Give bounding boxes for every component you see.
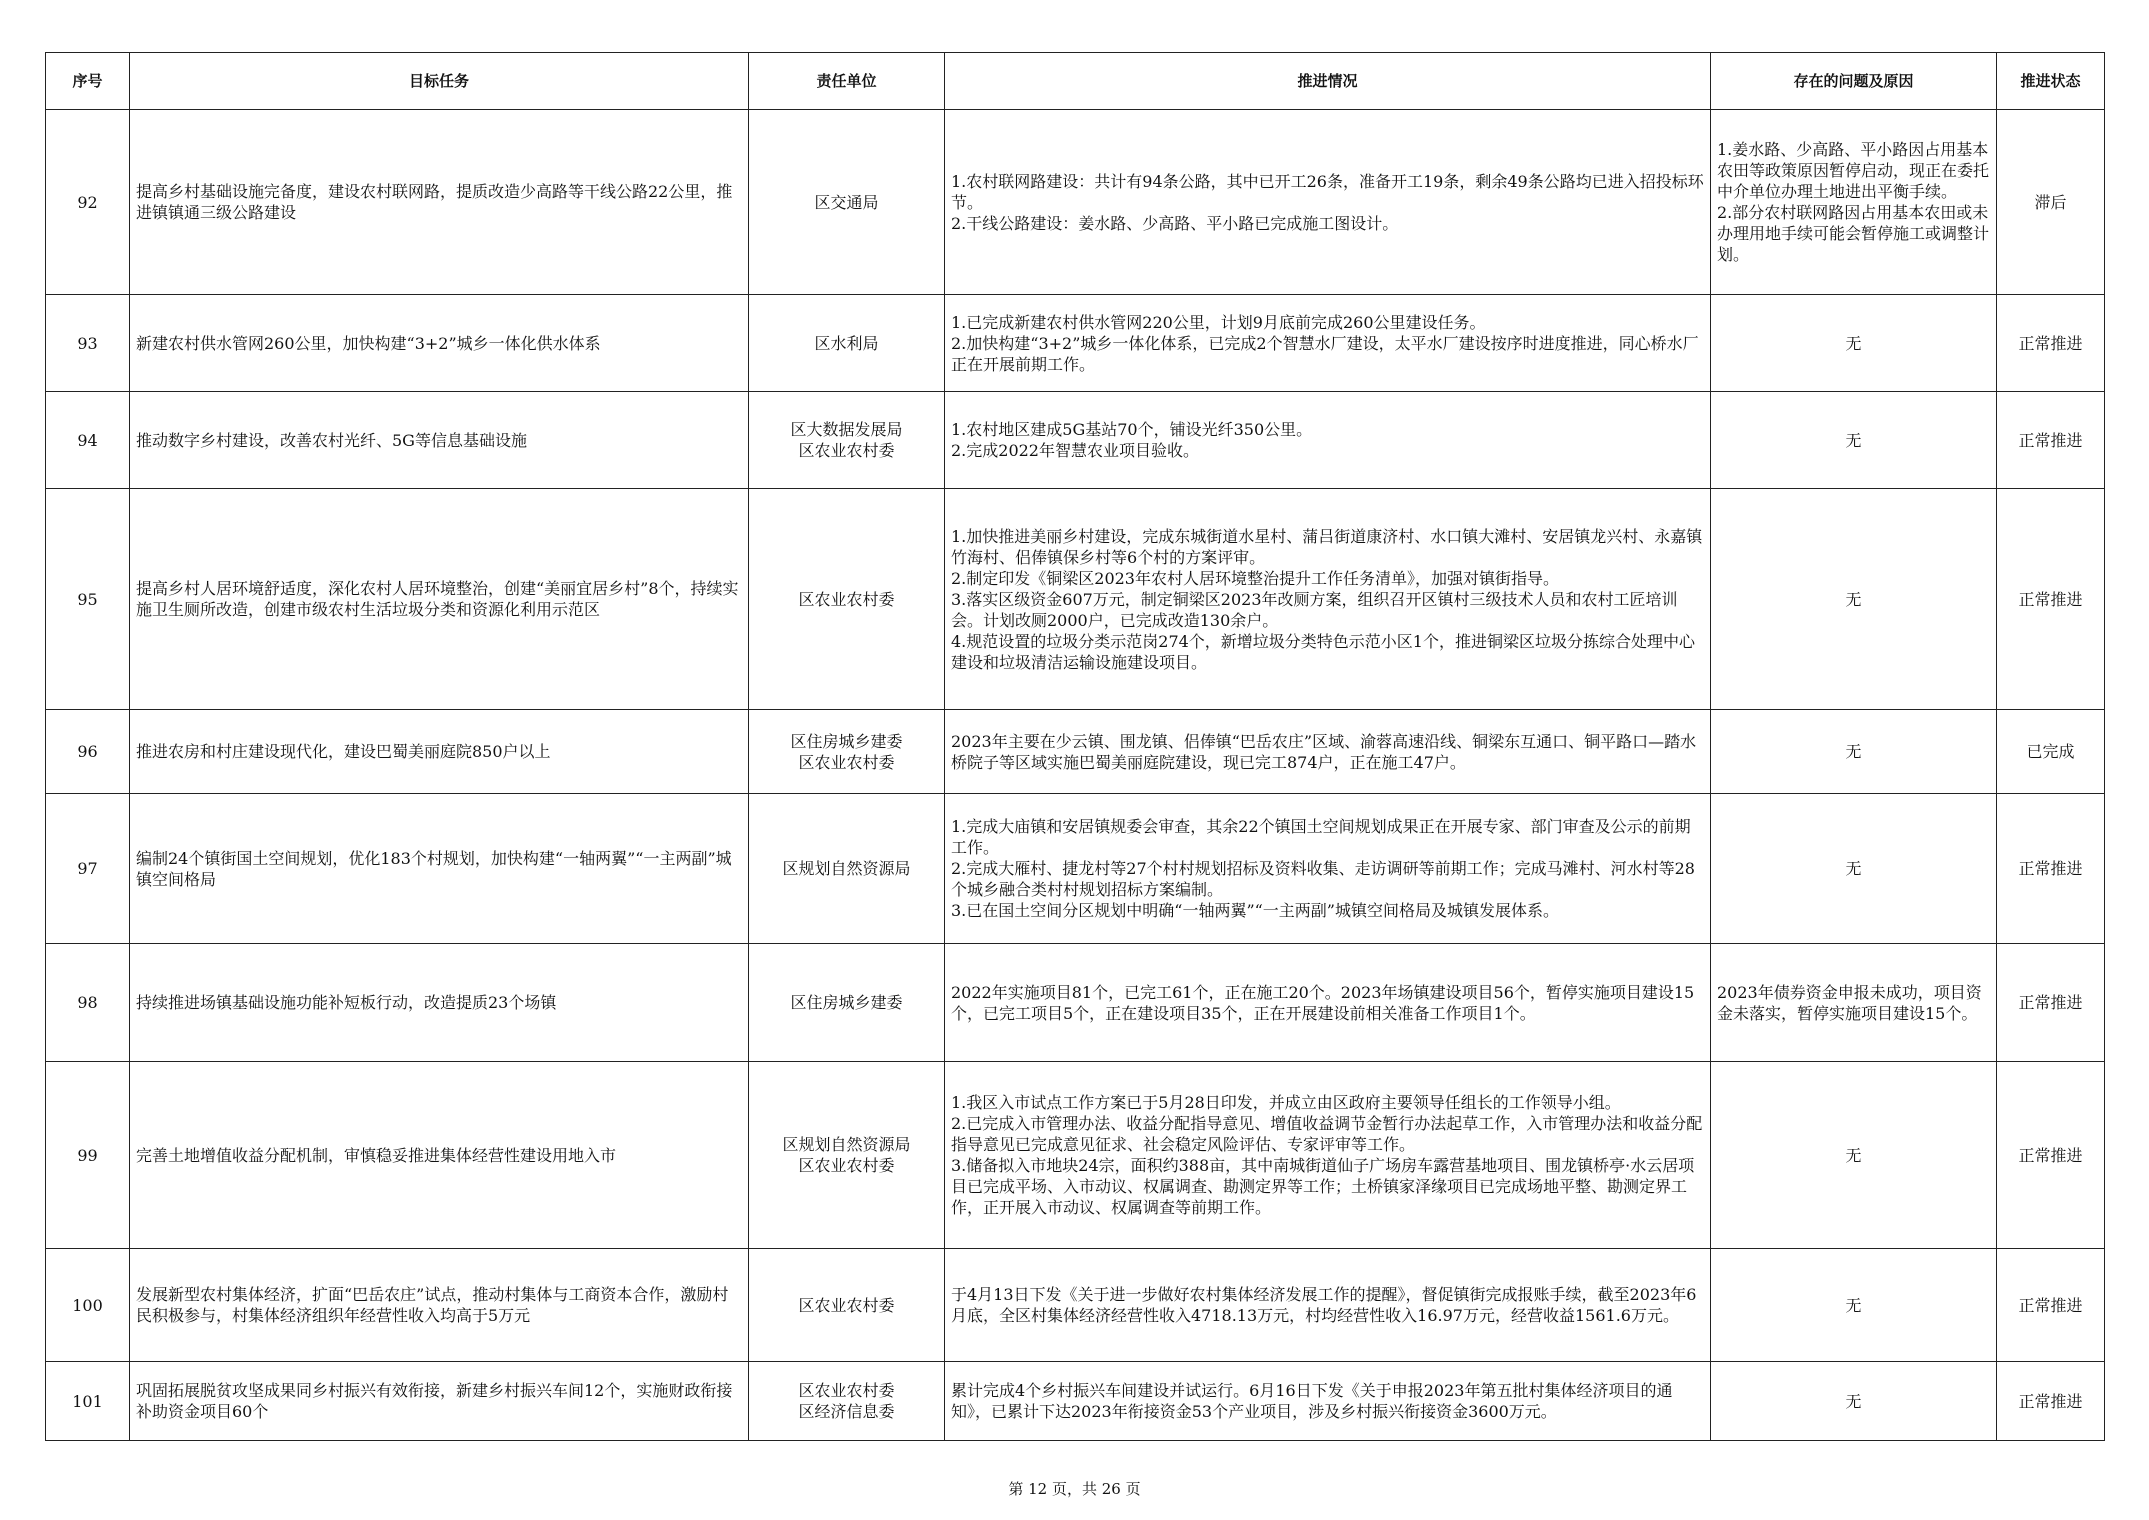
row-unit: 区农业农村委 — [749, 1249, 945, 1362]
row-unit: 区农业农村委 区经济信息委 — [749, 1362, 945, 1441]
table-row — [46, 1249, 2105, 1362]
row-unit: 区住房城乡建委 区农业农村委 — [749, 710, 945, 794]
row-issues: 无 — [1711, 392, 1997, 489]
row-status: 正常推进 — [1997, 944, 2105, 1062]
row-status: 正常推进 — [1997, 489, 2105, 710]
row-seq: 95 — [46, 489, 130, 710]
row-task: 巩固拓展脱贫攻坚成果同乡村振兴有效衔接，新建乡村振兴车间12个，实施财政衔接补助资金项目60个 — [130, 1362, 749, 1441]
row-task: 推进农房和村庄建设现代化，建设巴蜀美丽庭院850户以上 — [130, 710, 749, 794]
row-status: 正常推进 — [1997, 1362, 2105, 1441]
row-progress: 2023年主要在少云镇、围龙镇、侣俸镇“巴岳农庄”区域、渝蓉高速沿线、铜梁东互通口、铜平路口—踏水桥院子等区域实施巴蜀美丽庭院建设，现已完工874户，正在施工47户。 — [945, 710, 1711, 794]
row-seq: 93 — [46, 295, 130, 392]
row-seq: 94 — [46, 392, 130, 489]
row-progress: 1.农村联网路建设：共计有94条公路，其中已开工26条，准备开工19条，剩余49条公路均已进入招投标环节。 2.干线公路建设：姜水路、少高路、平小路已完成施工图设计。 — [945, 110, 1711, 295]
row-issues: 1.姜水路、少高路、平小路因占用基本农田等政策原因暂停启动，现正在委托中介单位办理土地进出平衡手续。 2.部分农村联网路因占用基本农田或未办理用地手续可能会暂停施工或调整计划。 — [1711, 110, 1997, 295]
row-unit: 区规划自然资源局 — [749, 794, 945, 944]
row-status: 正常推进 — [1997, 794, 2105, 944]
row-seq: 92 — [46, 110, 130, 295]
row-task: 编制24个镇街国土空间规划，优化183个村规划，加快构建“一轴两翼”“一主两副”城镇空间格局 — [130, 794, 749, 944]
row-seq: 96 — [46, 710, 130, 794]
row-progress: 累计完成4个乡村振兴车间建设并试运行。6月16日下发《关于申报2023年第五批村集体经济项目的通知》，已累计下达2023年衔接资金53个产业项目，涉及乡村振兴衔接资金3600万元。 — [945, 1362, 1711, 1441]
row-progress: 1.我区入市试点工作方案已于5月28日印发，并成立由区政府主要领导任组长的工作领导小组。 2.已完成入市管理办法、收益分配指导意见、增值收益调节金暂行办法起草工作，入市管理办法和收益分配指导意见已完成意见征求、社会稳定风险评估、专家评审等工作。 3.储备拟入市地块24宗，面积约388亩，其中南城街道仙子广场房车露营基地项目、围龙镇桥亭·水云居项目已完成平场、入市动议、权属调查、勘测定界等工作；土桥镇家泽缘项目已完成场地平整、勘测定界工作，正开展入市动议、权属调查等前期工作。 — [945, 1062, 1711, 1249]
row-task: 持续推进场镇基础设施功能补短板行动，改造提质23个场镇 — [130, 944, 749, 1062]
table-row — [46, 295, 2105, 392]
header-task: 目标任务 — [130, 53, 749, 110]
row-task: 推动数字乡村建设，改善农村光纤、5G等信息基础设施 — [130, 392, 749, 489]
row-issues: 无 — [1711, 295, 1997, 392]
row-task: 提高乡村基础设施完备度，建设农村联网路，提质改造少高路等干线公路22公里，推进镇镇通三级公路建设 — [130, 110, 749, 295]
row-issues: 无 — [1711, 710, 1997, 794]
row-status: 正常推进 — [1997, 392, 2105, 489]
row-unit: 区规划自然资源局 区农业农村委 — [749, 1062, 945, 1249]
row-seq: 98 — [46, 944, 130, 1062]
row-progress: 1.已完成新建农村供水管网220公里，计划9月底前完成260公里建设任务。 2.加快构建“3+2”城乡一体化体系，已完成2个智慧水厂建设，太平水厂建设按序时进度推进，同心桥水厂正在开展前期工作。 — [945, 295, 1711, 392]
row-unit: 区住房城乡建委 — [749, 944, 945, 1062]
table-row — [46, 489, 2105, 710]
row-progress: 1.加快推进美丽乡村建设，完成东城街道水星村、蒲吕街道康济村、水口镇大滩村、安居镇龙兴村、永嘉镇竹海村、侣俸镇保乡村等6个村的方案评审。 2.制定印发《铜梁区2023年农村人居环境整治提升工作任务清单》，加强对镇街指导。 3.落实区级资金607万元，制定铜梁区2023年改厕方案，组织召开区镇村三级技术人员和农村工匠培训会。计划改厕2000户，已完成改造130余户。 4.规范设置的垃圾分类示范岗274个，新增垃圾分类特色示范小区1个，推进铜梁区垃圾分拣综合处理中心建设和垃圾清洁运输设施建设项目。 — [945, 489, 1711, 710]
table-row — [46, 794, 2105, 944]
row-progress: 1.农村地区建成5G基站70个，铺设光纤350公里。 2.完成2022年智慧农业项目验收。 — [945, 392, 1711, 489]
row-issues: 无 — [1711, 794, 1997, 944]
row-status: 滞后 — [1997, 110, 2105, 295]
row-task: 完善土地增值收益分配机制，审慎稳妥推进集体经营性建设用地入市 — [130, 1062, 749, 1249]
row-unit: 区大数据发展局 区农业农村委 — [749, 392, 945, 489]
header-seq: 序号 — [46, 53, 130, 110]
row-issues: 无 — [1711, 1249, 1997, 1362]
table-row — [46, 710, 2105, 794]
table-row — [46, 392, 2105, 489]
row-progress: 于4月13日下发《关于进一步做好农村集体经济发展工作的提醒》，督促镇街完成报账手续，截至2023年6月底，全区村集体经济经营性收入4718.13万元，村均经营性收入16.97万元，经营收益1561.6万元。 — [945, 1249, 1711, 1362]
row-issues: 无 — [1711, 1062, 1997, 1249]
table-row — [46, 110, 2105, 295]
row-status: 已完成 — [1997, 710, 2105, 794]
table-row — [46, 1062, 2105, 1249]
header-progress: 推进情况 — [945, 53, 1711, 110]
header-issues: 存在的问题及原因 — [1711, 53, 1997, 110]
row-progress: 2022年实施项目81个，已完工61个，正在施工20个。2023年场镇建设项目56个，暂停实施项目建设15个，已完工项目5个，正在建设项目35个，正在开展建设前相关准备工作项目1个。 — [945, 944, 1711, 1062]
page-footer: 第 12 页，共 26 页 — [1008, 1480, 1141, 1498]
row-seq: 100 — [46, 1249, 130, 1362]
row-seq: 101 — [46, 1362, 130, 1441]
row-status: 正常推进 — [1997, 1062, 2105, 1249]
row-unit: 区交通局 — [749, 110, 945, 295]
row-task: 提高乡村人居环境舒适度，深化农村人居环境整治，创建“美丽宜居乡村”8个，持续实施卫生厕所改造，创建市级农村生活垃圾分类和资源化利用示范区 — [130, 489, 749, 710]
row-seq: 99 — [46, 1062, 130, 1249]
row-issues: 2023年债券资金申报未成功，项目资金未落实，暂停实施项目建设15个。 — [1711, 944, 1997, 1062]
row-issues: 无 — [1711, 1362, 1997, 1441]
progress-table — [45, 52, 2105, 1441]
row-task: 新建农村供水管网260公里，加快构建“3+2”城乡一体化供水体系 — [130, 295, 749, 392]
row-status: 正常推进 — [1997, 1249, 2105, 1362]
row-unit: 区农业农村委 — [749, 489, 945, 710]
row-issues: 无 — [1711, 489, 1997, 710]
row-unit: 区水利局 — [749, 295, 945, 392]
table-row — [46, 1362, 2105, 1441]
table-header-row — [46, 53, 2105, 110]
row-status: 正常推进 — [1997, 295, 2105, 392]
table-row — [46, 944, 2105, 1062]
row-progress: 1.完成大庙镇和安居镇规委会审查，其余22个镇国土空间规划成果正在开展专家、部门审查及公示的前期工作。 2.完成大雁村、捷龙村等27个村村规划招标及资料收集、走访调研等前期工作；完成马滩村、河水村等28个城乡融合类村村规划招标方案编制。 3.已在国土空间分区规划中明确“一轴两翼”“一主两副”城镇空间格局及城镇发展体系。 — [945, 794, 1711, 944]
header-status: 推进状态 — [1997, 53, 2105, 110]
header-unit: 责任单位 — [749, 53, 945, 110]
row-seq: 97 — [46, 794, 130, 944]
row-task: 发展新型农村集体经济，扩面“巴岳农庄”试点，推动村集体与工商资本合作，激励村民积极参与，村集体经济组织年经营性收入均高于5万元 — [130, 1249, 749, 1362]
